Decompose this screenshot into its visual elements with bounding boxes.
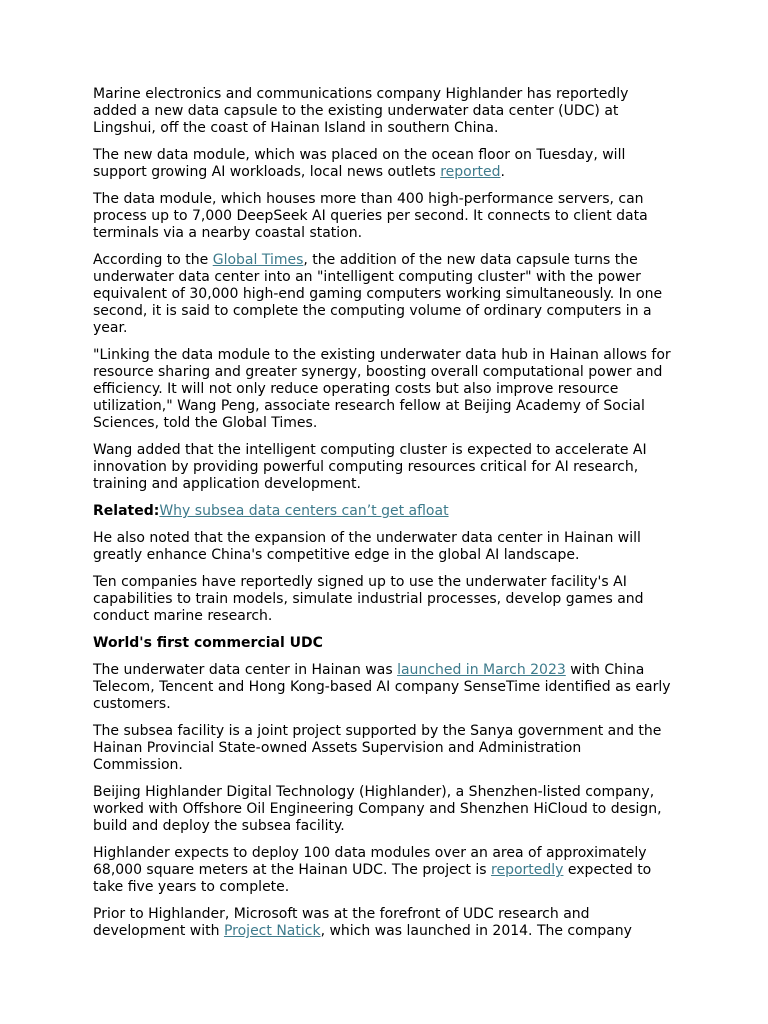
- related-line: [93, 503, 673, 520]
- launched-link[interactable]: launched in March 2023: [397, 662, 566, 678]
- paragraph-text: Prior to Highlander, Microsoft was at the forefront of UDC research and development with: [93, 906, 590, 939]
- paragraph: [93, 252, 673, 337]
- paragraph: Wang added that the intelligent computing cluster is expected to accelerate AI innovation by providing powerful computing resources critical for AI research, training and application development.: [93, 442, 647, 492]
- paragraph-text: The new data module, which was placed on the ocean floor on Tuesday, will support growing AI workloads, local news outlets: [93, 147, 626, 180]
- paragraph: The data module, which houses more than 400 high-performance servers, can process up to 7,000 DeepSeek AI queries per second. It connects to client data terminals via a nearby coastal station.: [93, 191, 648, 241]
- paragraph: Beijing Highlander Digital Technology (Highlander), a Shenzhen-listed company, worked with Offshore Oil Engineering Company and Shenzhen HiCloud to design, build and deploy the subsea facility.: [93, 784, 662, 834]
- paragraph-text: Highlander expects to deploy 100 data modules over an area of approximately 68,000 square meters at the Hainan UDC. The project is: [93, 845, 647, 878]
- paragraph: [93, 662, 673, 713]
- quote-paragraph: "Linking the data module to the existing underwater data hub in Hainan allows for resource sharing and greater synergy, boosting overall computational power and efficiency. It will not only reduce operating costs but also improve resource utilization," Wang Peng, associate research fellow at Beijing Academy of Social Sciences, told the Global Times.: [93, 347, 671, 431]
- paragraph: [93, 147, 673, 181]
- article-body: [93, 86, 673, 950]
- paragraph: Marine electronics and communications company Highlander has reportedly added a new data capsule to the existing underwater data center (UDC) at Lingshui, off the coast of Hainan Island in southern China.: [93, 86, 629, 136]
- paragraph-text: According to the: [93, 252, 213, 268]
- reported-link[interactable]: reported: [440, 164, 501, 180]
- section-heading: World's first commercial UDC: [93, 635, 323, 651]
- paragraph-text: , which was launched in 2014. The company: [320, 923, 632, 939]
- reportedly-link[interactable]: reportedly: [491, 862, 564, 878]
- paragraph-text: The underwater data center in Hainan was: [93, 662, 398, 678]
- global-times-link[interactable]: Global Times: [212, 252, 304, 268]
- paragraph-text: expected to take five years to complete.: [93, 862, 652, 895]
- paragraph-text: with China Telecom, Tencent and Hong Kong-based AI company SenseTime identified as early customers.: [93, 662, 671, 712]
- related-label: Related:: [93, 503, 160, 519]
- paragraph-text: , the addition of the new data capsule turns the underwater data center into an "intelligent computing cluster" with the power equivalent of 30,000 high-end gaming computers working simultaneously. In one second, it is said to complete the computing volume of ordinary computers in a year.: [93, 252, 663, 336]
- paragraph: [93, 845, 673, 896]
- paragraph: Ten companies have reportedly signed up to use the underwater facility's AI capabilities to train models, simulate industrial processes, develop games and conduct marine research.: [93, 574, 644, 624]
- paragraph-text: .: [500, 164, 505, 180]
- related-article-link[interactable]: Why subsea data centers can’t get afloat: [159, 503, 449, 519]
- paragraph: The subsea facility is a joint project supported by the Sanya government and the Hainan Provincial State-owned Assets Supervision and Administration Commission.: [93, 723, 662, 773]
- paragraph: [93, 906, 673, 940]
- paragraph: He also noted that the expansion of the underwater data center in Hainan will greatly enhance China's competitive edge in the global AI landscape.: [93, 530, 641, 563]
- project-natick-link[interactable]: Project Natick: [223, 923, 321, 939]
